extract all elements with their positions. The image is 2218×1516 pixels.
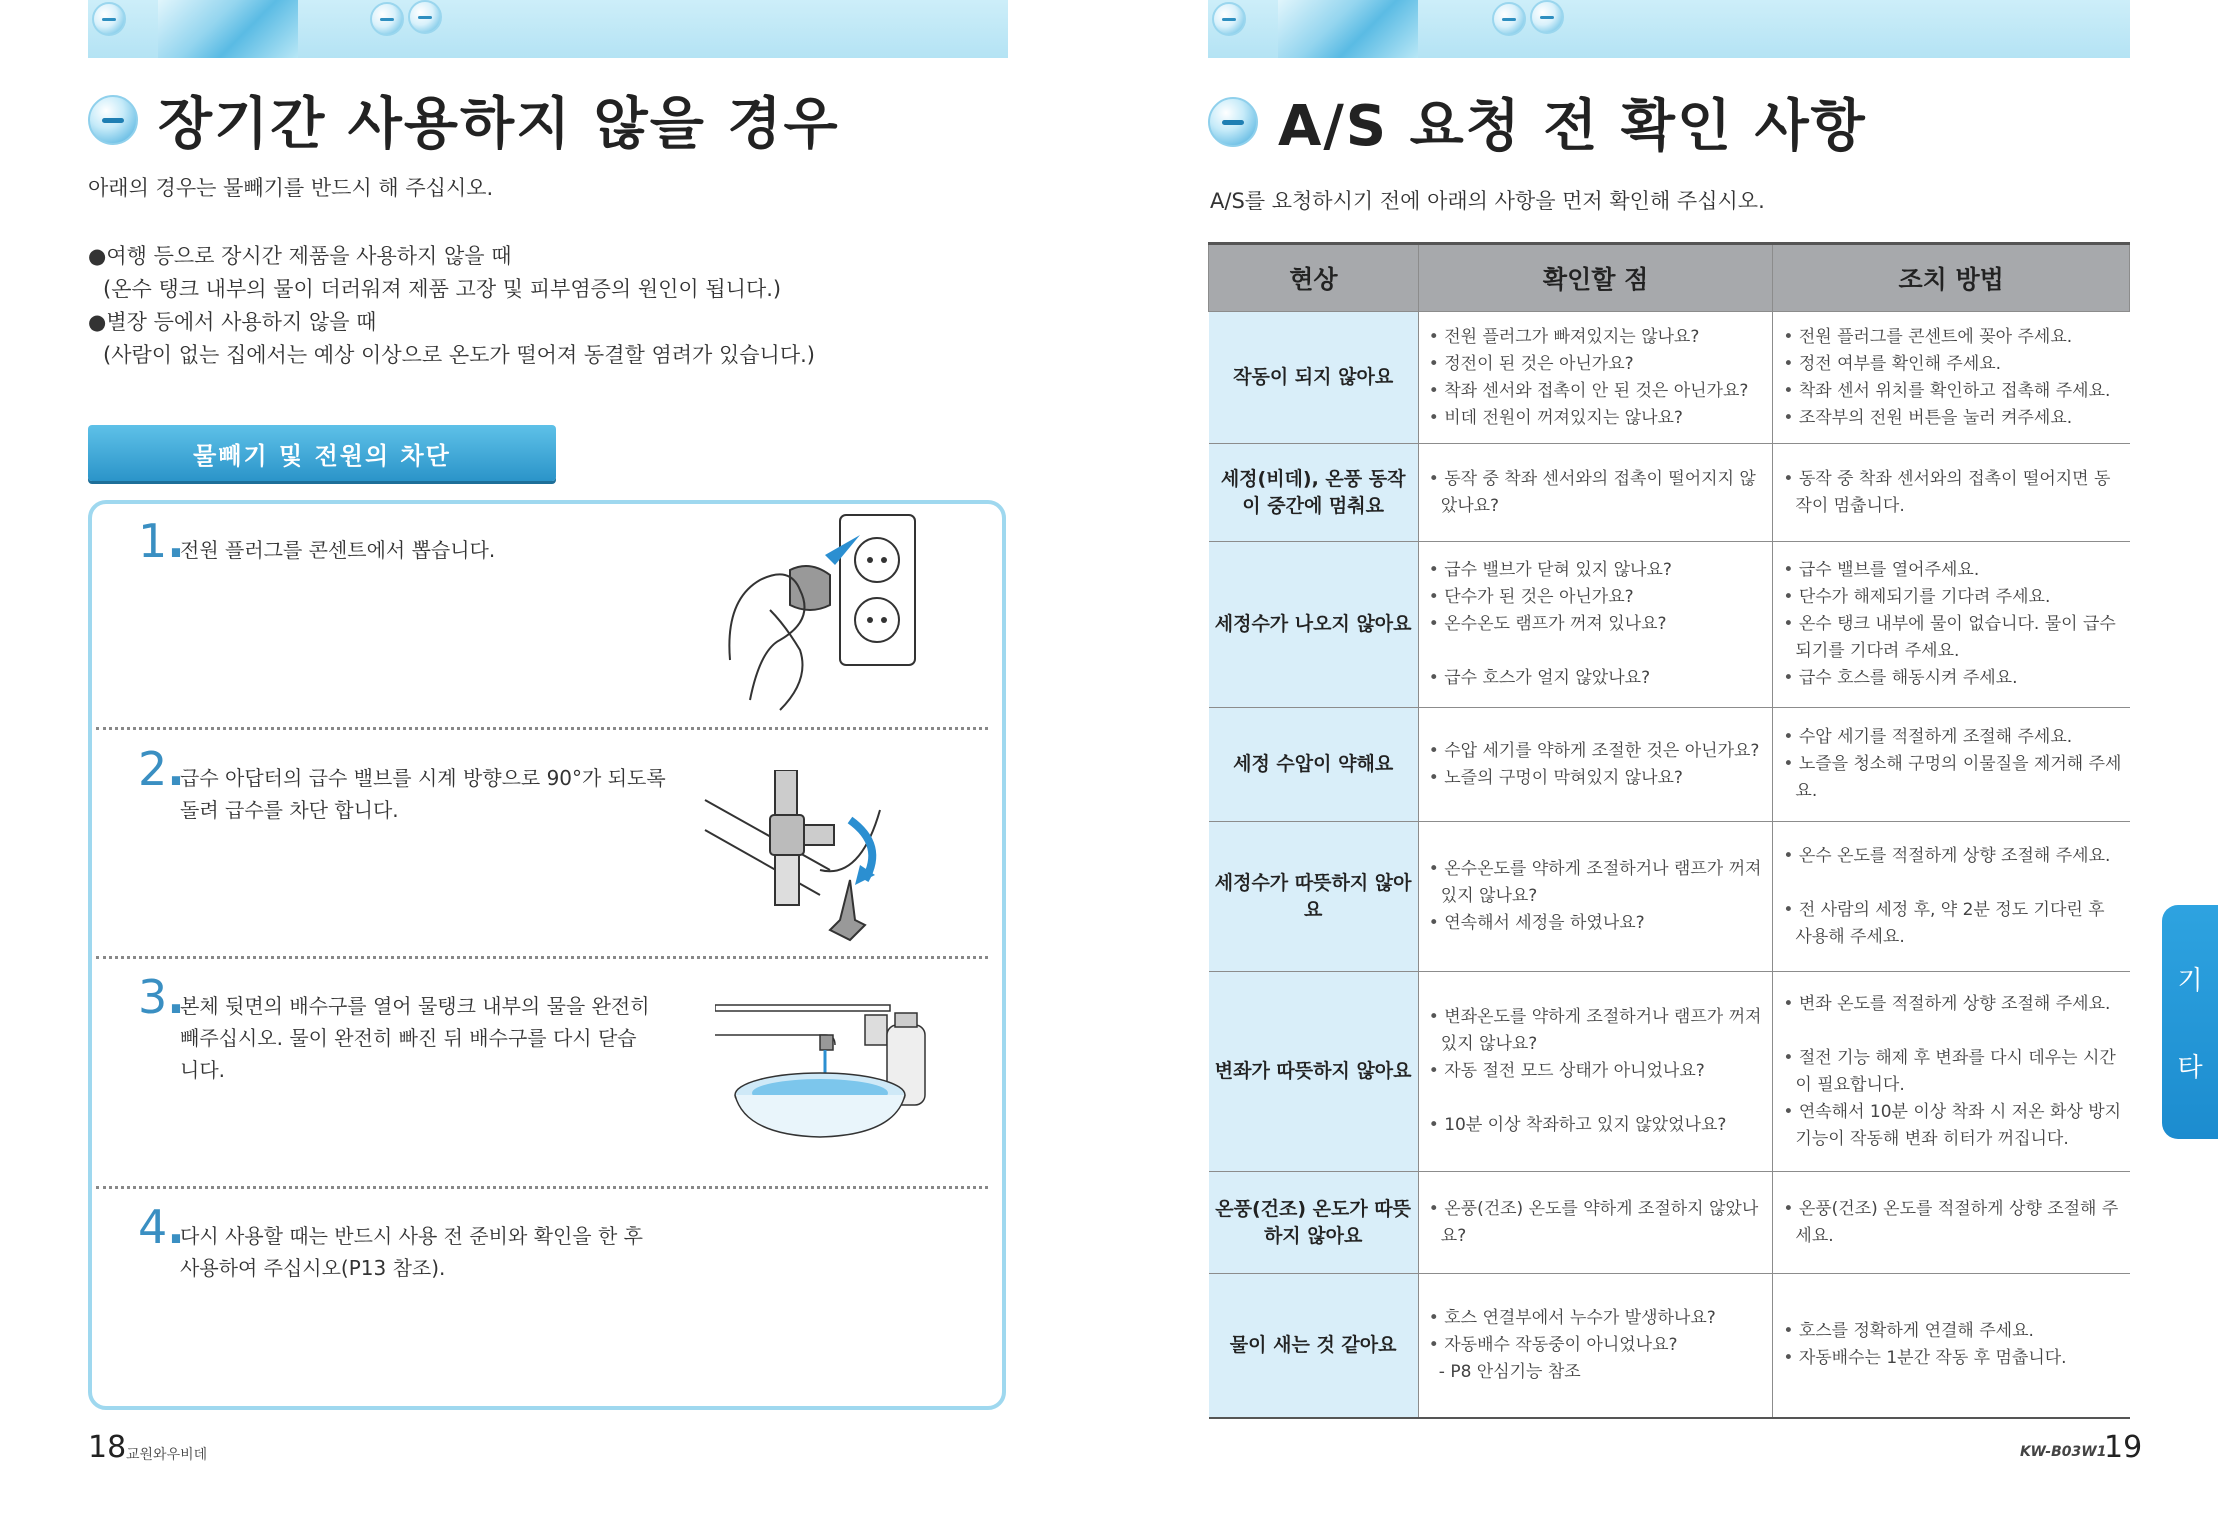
side-tab-char: 기 bbox=[2177, 966, 2203, 996]
brand-label: 교원와우비데 bbox=[126, 1447, 208, 1463]
bidet-photo-strip bbox=[1278, 0, 1418, 58]
column-header: 확인할 점 bbox=[1418, 244, 1773, 312]
table-row bbox=[1209, 312, 2130, 444]
bubble-icon bbox=[1492, 2, 1526, 36]
intro-text: A/S를 요청하시기 전에 아래의 사항을 먼저 확인해 주십시오. bbox=[1210, 189, 1765, 213]
table-row bbox=[1209, 1274, 2130, 1418]
bubble-icon bbox=[370, 2, 404, 36]
header-banner-left bbox=[88, 0, 1008, 58]
step-divider bbox=[96, 1186, 988, 1189]
step-number: 2. bbox=[138, 742, 185, 796]
minus-bubble-icon bbox=[88, 95, 138, 145]
side-tab-char: 타 bbox=[2177, 1053, 2203, 1083]
model-label: KW-B03W1 bbox=[2020, 1444, 2107, 1460]
step-text: 다시 사용할 때는 반드시 사용 전 준비와 확인을 한 후 사용하여 주십시오(P13 참조). bbox=[180, 1224, 643, 1280]
column-header: 현상 bbox=[1209, 244, 1419, 312]
bubble-icon bbox=[408, 0, 442, 34]
table-row bbox=[1209, 822, 2130, 972]
check-cell: • 수압 세기를 약하게 조절한 것은 아닌가요? • 노즐의 구멍이 막혀있지 않나요? bbox=[1418, 708, 1773, 822]
column-header: 조치 방법 bbox=[1773, 244, 2130, 312]
header-banner-right bbox=[1208, 0, 2130, 58]
valve-illustration bbox=[700, 770, 910, 950]
step-text: 전원 플러그를 콘센트에서 뽑습니다. bbox=[180, 538, 496, 562]
step-divider bbox=[96, 727, 988, 730]
action-cell: • 호스를 정확하게 연결해 주세요. • 자동배수는 1분간 작동 후 멈춥니다. bbox=[1773, 1274, 2130, 1418]
symptom-cell: 물이 새는 것 같아요 bbox=[1209, 1274, 1419, 1418]
bullet-1: ●여행 등으로 장시간 제품을 사용하지 않을 때 bbox=[88, 244, 512, 268]
bidet-photo-strip bbox=[158, 0, 298, 58]
check-cell: • 전원 플러그가 빠져있지는 않나요? • 정전이 된 것은 아닌가요? • 착좌 센서와 접촉이 안 된 것은 아닌가요? • 비데 전원이 꺼져있지는 않나요? bbox=[1418, 312, 1773, 444]
unplug-illustration bbox=[720, 510, 920, 720]
as-check-table bbox=[1208, 242, 2130, 1419]
title-text: 장기간 사용하지 않을 경우 bbox=[158, 92, 840, 157]
symptom-cell: 세정 수압이 약해요 bbox=[1209, 708, 1419, 822]
action-cell: • 전원 플러그를 콘센트에 꽂아 주세요. • 정전 여부를 확인해 주세요. • 착좌 센서 위치를 확인하고 접촉해 주세요. • 조작부의 전원 버튼을 눌러 켜주세요. bbox=[1773, 312, 2130, 444]
check-cell: • 온풍(건조) 온도를 약하게 조절하지 않았나요? bbox=[1418, 1172, 1773, 1274]
step-number: 3. bbox=[138, 970, 185, 1024]
page-number-right: 19 bbox=[2104, 1430, 2143, 1465]
symptom-cell: 세정수가 나오지 않아요 bbox=[1209, 542, 1419, 708]
intro-text: 아래의 경우는 물빼기를 반드시 해 주십시오. bbox=[88, 176, 494, 200]
step-text: 급수 아답터의 급수 밸브를 시계 방향으로 90°가 되도록 돌려 급수를 차단 합니다. bbox=[180, 766, 666, 822]
title-text: A/S 요청 전 확인 사항 bbox=[1278, 94, 1867, 159]
check-cell: • 온수온도를 약하게 조절하거나 램프가 꺼져 있지 않나요? • 연속해서 세정을 하였나요? bbox=[1418, 822, 1773, 972]
check-cell: • 변좌온도를 약하게 조절하거나 램프가 꺼져 있지 않나요? • 자동 절전 모드 상태가 아니었나요? • 10분 이상 착좌하고 있지 않았었나요? bbox=[1418, 972, 1773, 1172]
table-row bbox=[1209, 972, 2130, 1172]
drain-illustration bbox=[715, 995, 935, 1155]
table-row bbox=[1209, 444, 2130, 542]
symptom-cell: 변좌가 따뜻하지 않아요 bbox=[1209, 972, 1419, 1172]
page-number-left: 18 bbox=[88, 1430, 127, 1465]
section-side-tab[interactable] bbox=[2162, 905, 2218, 1139]
bullet-1-note: (온수 탱크 내부의 물이 더러워져 제품 고장 및 피부염증의 원인이 됩니다.) bbox=[103, 277, 782, 301]
step-divider bbox=[96, 956, 988, 959]
symptom-cell: 작동이 되지 않아요 bbox=[1209, 312, 1419, 444]
action-cell: • 동작 중 착좌 센서와의 접촉이 떨어지면 동작이 멈춥니다. bbox=[1773, 444, 2130, 542]
step-number: 4. bbox=[138, 1200, 185, 1254]
table-row bbox=[1209, 542, 2130, 708]
bubble-icon bbox=[92, 2, 126, 36]
bubble-icon bbox=[1530, 0, 1564, 34]
check-cell: • 호스 연결부에서 누수가 발생하나요? • 자동배수 작동중이 아니었나요? - P8 안심기능 참조 bbox=[1418, 1274, 1773, 1418]
action-cell: • 온수 온도를 적절하게 상향 조절해 주세요. • 전 사람의 세정 후, 약 2분 정도 기다린 후 사용해 주세요. bbox=[1773, 822, 2130, 972]
bullet-2: ●별장 등에서 사용하지 않을 때 bbox=[88, 310, 377, 334]
bubble-icon bbox=[1212, 2, 1246, 36]
action-cell: • 급수 밸브를 열어주세요. • 단수가 해제되기를 기다려 주세요. • 온수 탱크 내부에 물이 없습니다. 물이 급수되기를 기다려 주세요. • 급수 호스를 해동시켜 주세요. bbox=[1773, 542, 2130, 708]
symptom-cell: 온풍(건조) 온도가 따뜻하지 않아요 bbox=[1209, 1172, 1419, 1274]
action-cell: • 온풍(건조) 온도를 적절하게 상향 조절해 주세요. bbox=[1773, 1172, 2130, 1274]
table-row bbox=[1209, 708, 2130, 822]
bullet-2-note: (사람이 없는 집에서는 예상 이상으로 온도가 떨어져 동결할 염려가 있습니다.) bbox=[103, 343, 816, 367]
action-cell: • 수압 세기를 적절하게 조절해 주세요. • 노즐을 청소해 구멍의 이물질을 제거해 주세요. bbox=[1773, 708, 2130, 822]
action-cell: • 변좌 온도를 적절하게 상향 조절해 주세요. • 절전 기능 해제 후 변좌를 다시 데우는 시간이 필요합니다. • 연속해서 10분 이상 착좌 시 저온 화상 방지 기능이 작동해 변좌 히터가 꺼집니다. bbox=[1773, 972, 2130, 1172]
page-title-right bbox=[1208, 82, 1867, 162]
symptom-cell: 세정(비데), 온풍 동작이 중간에 멈춰요 bbox=[1209, 444, 1419, 542]
check-cell: • 급수 밸브가 닫혀 있지 않나요? • 단수가 된 것은 아닌가요? • 온수온도 램프가 꺼져 있나요? • 급수 호스가 얼지 않았나요? bbox=[1418, 542, 1773, 708]
check-cell: • 동작 중 착좌 센서와의 접촉이 떨어지지 않았나요? bbox=[1418, 444, 1773, 542]
minus-bubble-icon bbox=[1208, 97, 1258, 147]
section-subheading: 물빼기 및 전원의 차단 bbox=[88, 425, 556, 481]
table-row bbox=[1209, 1172, 2130, 1274]
step-number: 1. bbox=[138, 514, 185, 568]
step-text: 본체 뒷면의 배수구를 열어 물탱크 내부의 물을 완전히 빼주십시오. 물이 완전히 빠진 뒤 배수구를 다시 닫습 니다. bbox=[180, 994, 650, 1082]
page-title-left bbox=[88, 80, 840, 160]
symptom-cell: 세정수가 따뜻하지 않아요 bbox=[1209, 822, 1419, 972]
